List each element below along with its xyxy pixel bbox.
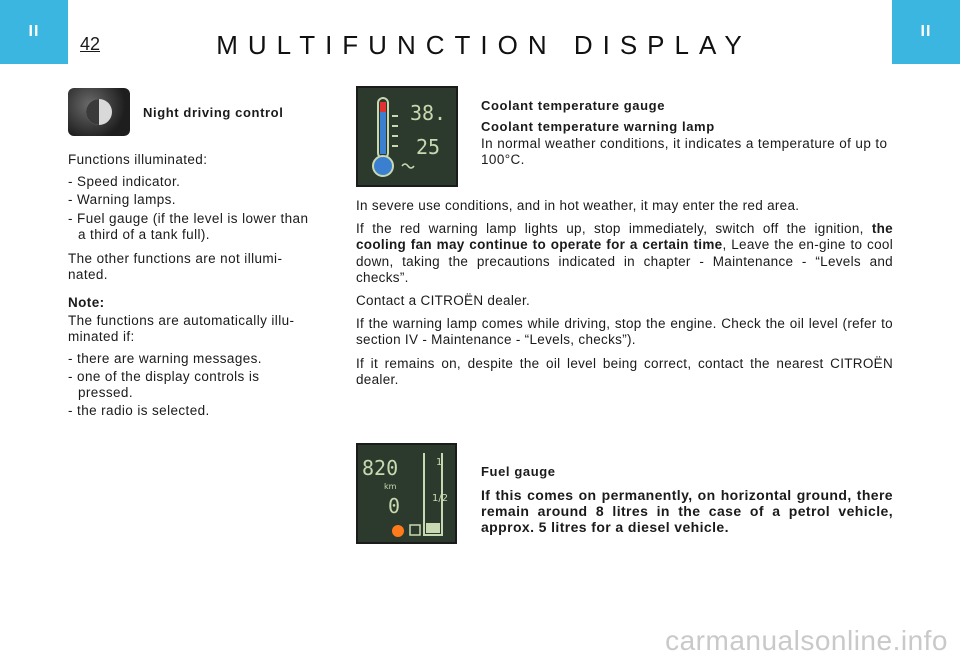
- fuel-display-icon: [358, 445, 455, 542]
- functions-intro: Functions illuminated:: [68, 152, 208, 167]
- list-item: - Speed indicator.: [68, 174, 181, 190]
- fuel-scale-full: 1: [436, 457, 443, 468]
- list-item: - Warning lamps.: [68, 192, 176, 208]
- coolant-intro-text: In normal weather conditions, it indicates a temperature of up to 100°C.: [481, 136, 888, 167]
- night-driving-heading: Night driving control: [143, 105, 284, 120]
- fuel-gauge-image: [356, 443, 457, 544]
- note-text: The functions are automatically illu-minated if:: [68, 312, 295, 344]
- thermometer-icon: [358, 88, 456, 185]
- coolant-paragraph: In severe use conditions, and in hot weather, it may enter the red area.: [356, 198, 800, 213]
- list-item: - one of the display controls is pressed.: [68, 369, 260, 401]
- coolant-paragraph: If the red warning lamp lights up, stop immediately, switch off the ignition, the cooling fan may continue to operate for a certain time, Leave the en-gine to cool down, taking the precautions indicated in chapter - Maintenance - “Levels and checks”.: [356, 221, 893, 285]
- cooling-fan-warning: the cooling fan may continue to operate for a certain time: [356, 221, 893, 253]
- watermark: carmanualsonline.info: [665, 625, 948, 656]
- coolant-gauge-heading: Coolant temperature gauge: [481, 98, 666, 113]
- coolant-readout-top: 38.: [409, 101, 447, 125]
- coolant-warning-heading: Coolant temperature warning lamp: [481, 119, 715, 134]
- dimmer-button-image: [68, 88, 130, 136]
- functions-list: [68, 174, 318, 243]
- coolant-gauge-image: [356, 86, 458, 187]
- coolant-paragraph: If the warning lamp comes while driving, stop the engine. Check the oil level (refer to section IV - Maintenance - “Levels, checks”).: [356, 316, 893, 348]
- fuel-range-value: 820: [362, 456, 399, 480]
- list-item: - Fuel gauge (if the level is lower than a third of a tank full).: [68, 210, 309, 242]
- note-list: [68, 351, 318, 420]
- section-tab-right: II: [892, 0, 960, 64]
- coolant-readout-bottom: 25: [415, 135, 441, 159]
- fuel-section: [481, 464, 893, 535]
- note-label: Note:: [68, 295, 105, 311]
- coolant-paragraph: Contact a CITROËN dealer.: [356, 292, 531, 308]
- dimmer-icon: [68, 88, 130, 136]
- page-title: MULTIFUNCTION DISPLAY: [216, 30, 752, 60]
- coolant-body-text: [356, 198, 893, 395]
- fuel-warning-lamp: [392, 525, 404, 537]
- section-tab-left: II: [0, 0, 68, 64]
- coolant-section-header: [481, 98, 893, 167]
- fuel-description: If this comes on permanently, on horizontal ground, there remain around 8 litres in the case of a petrol vehicle, approx. 5 litres for a diesel vehicle.: [481, 487, 893, 536]
- fuel-range-unit: km: [384, 482, 397, 491]
- other-functions-text: The other functions are not illumi-nated.: [68, 250, 283, 283]
- fuel-scale-half: 1/2: [432, 493, 449, 504]
- list-item: - the radio is selected.: [68, 403, 210, 419]
- fuel-pump-icon: [410, 525, 420, 535]
- page-number: 42: [80, 34, 101, 54]
- coolant-paragraph: If it remains on, despite the oil level being correct, contact the nearest CITROËN dealer.: [356, 355, 893, 387]
- list-item: - there are warning messages.: [68, 350, 262, 366]
- fuel-zero-value: 0: [388, 494, 401, 518]
- night-driving-text: [68, 152, 318, 428]
- fuel-gauge-heading: Fuel gauge: [481, 464, 556, 479]
